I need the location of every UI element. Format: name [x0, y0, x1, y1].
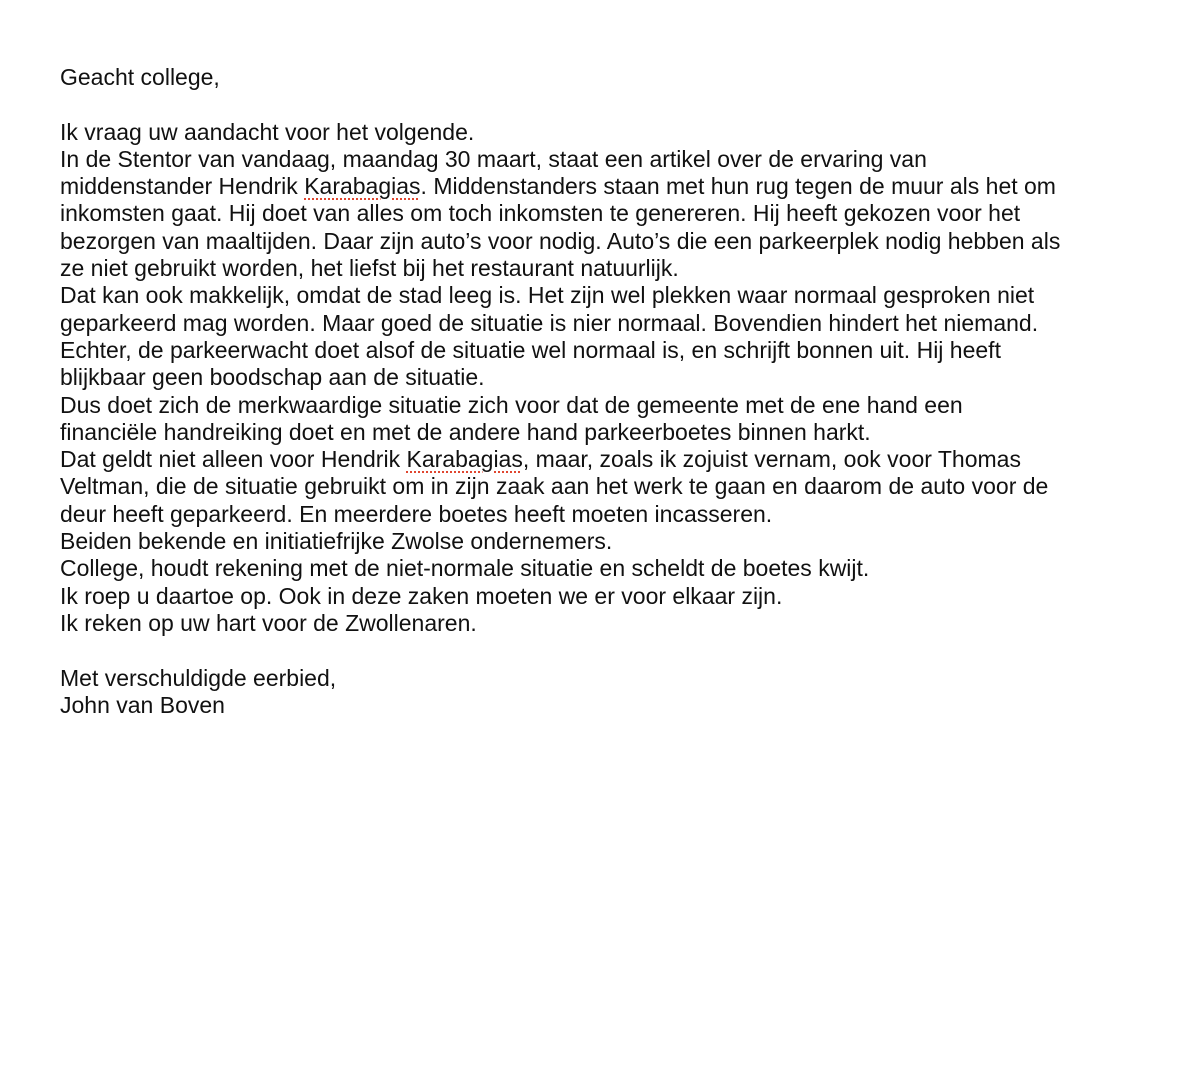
- body-line-3: [60, 173, 1180, 200]
- body-line-13-start: Dat geldt niet alleen voor Hendrik: [60, 446, 407, 473]
- blank-line: [60, 91, 1180, 118]
- blank-line: [60, 637, 1180, 664]
- body-line-7: Dat kan ook makkelijk, omdat de stad leeg is. Het zijn wel plekken waar normaal gesproken niet: [60, 282, 1035, 309]
- body-line-4: inkomsten gaat. Hij doet van alles om toch inkomsten te genereren. Hij heeft gekozen voor het: [60, 200, 1021, 227]
- body-line-14: Veltman, die de situatie gebruikt om in zijn zaak aan het werk te gaan en daarom de auto voor de: [60, 473, 1049, 500]
- closing: Met verschuldigde eerbied,: [60, 664, 337, 691]
- body-line-3-end: . Middenstanders staan met hun rug tegen de muur als het om: [420, 173, 1056, 200]
- body-line-10: blijkbaar geen boodschap aan de situatie.: [60, 364, 485, 391]
- body-line-6: ze niet gebruikt worden, het liefst bij het restaurant natuurlijk.: [60, 255, 679, 282]
- body-line-8: geparkeerd mag worden. Maar goed de situatie is nier normaal. Bovendien hindert het niemand.: [60, 309, 1039, 336]
- body-line-13: [60, 446, 1180, 473]
- body-line-3-start: middenstander Hendrik: [60, 173, 305, 200]
- body-line-1: Ik vraag uw aandacht voor het volgende.: [60, 118, 475, 145]
- misspelled-word[interactable]: Karabagias: [406, 446, 523, 473]
- body-line-9: Echter, de parkeerwacht doet alsof de situatie wel normaal is, en schrijft bonnen uit. Hij heeft: [60, 336, 1001, 363]
- body-line-17: College, houdt rekening met de niet-normale situatie en scheldt de boetes kwijt.: [60, 555, 870, 582]
- body-line-12: financiële handreiking doet en met de andere hand parkeerboetes binnen harkt.: [60, 418, 871, 445]
- body-line-18: Ik roep u daartoe op. Ook in deze zaken moeten we er voor elkaar zijn.: [60, 582, 783, 609]
- body-line-15: deur heeft geparkeerd. En meerdere boetes heeft moeten incasseren.: [60, 500, 773, 527]
- body-line-19: Ik reken op uw hart voor de Zwollenaren.: [60, 609, 477, 636]
- misspelled-word[interactable]: Karabagias: [304, 173, 421, 200]
- body-line-11: Dus doet zich de merkwaardige situatie zich voor dat de gemeente met de ene hand een: [60, 391, 963, 418]
- letter-document: [60, 64, 1180, 719]
- body-line-2: In de Stentor van vandaag, maandag 30 maart, staat een artikel over de ervaring van: [60, 145, 927, 172]
- body-line-13-end: , maar, zoals ik zojuist vernam, ook voor Thomas: [522, 446, 1021, 473]
- body-line-5: bezorgen van maaltijden. Daar zijn auto’s voor nodig. Auto’s die een parkeerplek nodig hebben als: [60, 227, 1061, 254]
- signature: John van Boven: [60, 691, 225, 718]
- body-line-16: Beiden bekende en initiatiefrijke Zwolse ondernemers.: [60, 528, 613, 555]
- salutation: Geacht college,: [60, 64, 220, 90]
